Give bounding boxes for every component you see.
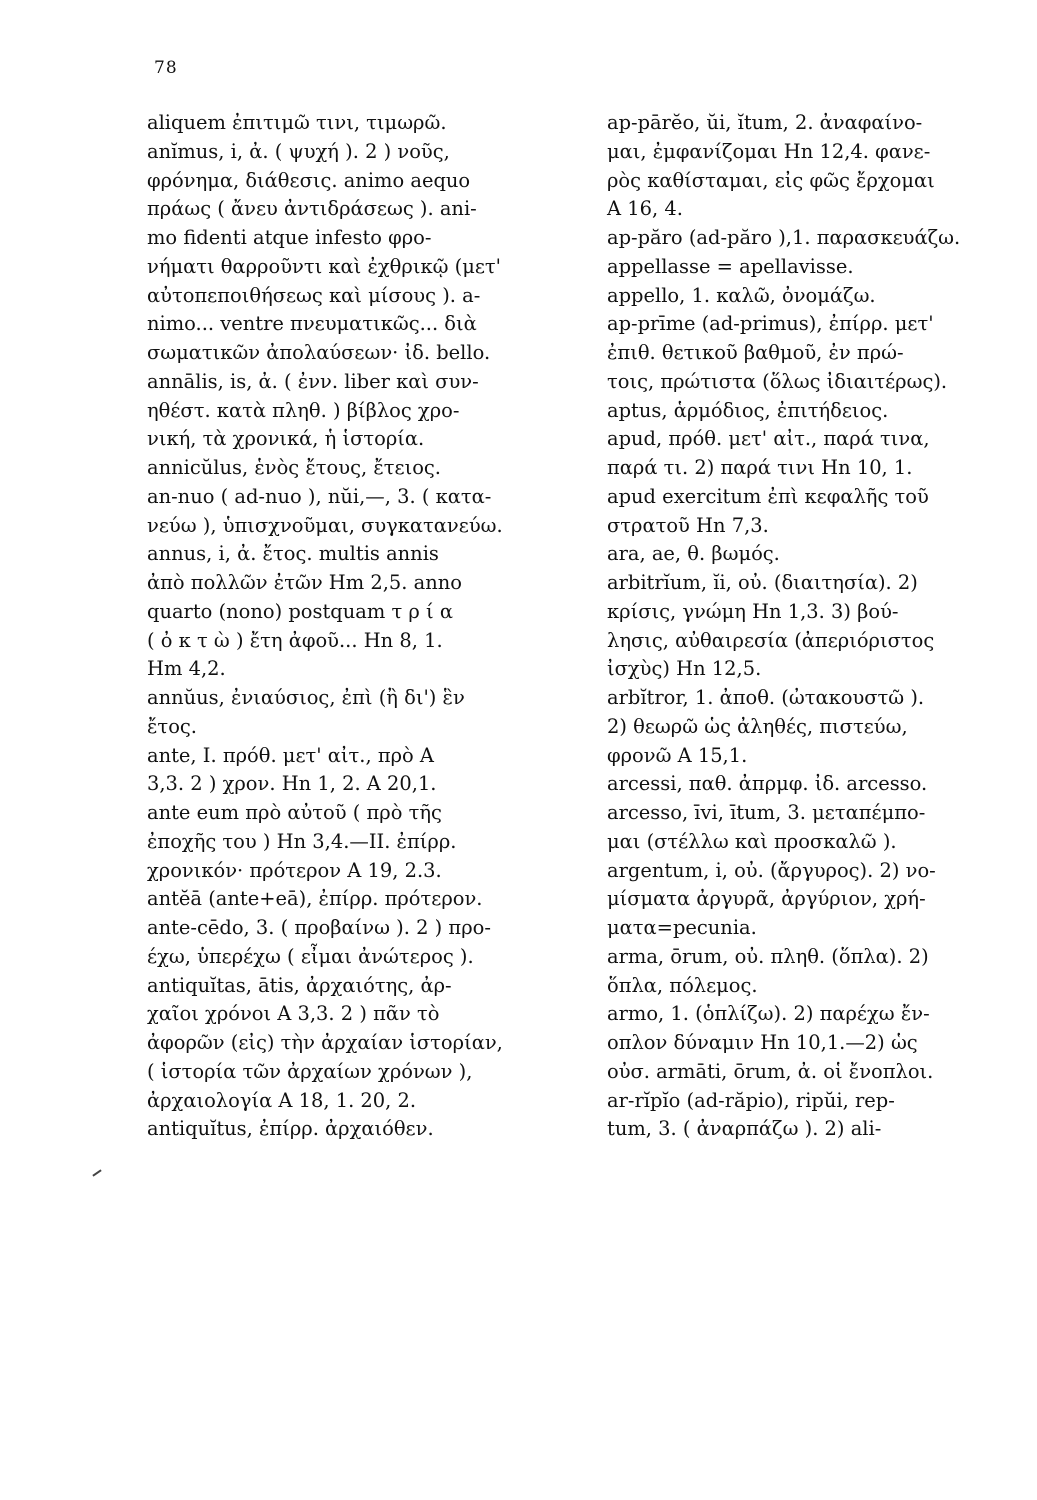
left-column-line: νήματι θαρροῦντι καὶ ἐχθρικῷ (μετ' xyxy=(147,253,502,278)
right-column-line: λησις, αὐθαιρεσία (ἀπεριόριστος xyxy=(607,627,935,652)
right-column-line: apud exercitum ἐπὶ κεφαλῆς τοῦ xyxy=(607,483,929,508)
right-column-line: ρὸς καθίσταμαι, εἰς φῶς ἔρχομαι xyxy=(607,167,935,192)
left-column-line: Hm 4,2. xyxy=(147,656,226,681)
right-column-line: ap-prīme (ad-primus), ἐπίρρ. μετ' xyxy=(607,311,934,336)
right-column-line: οὐσ. armāti, ōrum, ἀ. οἱ ἔνοπλοι. xyxy=(607,1058,934,1083)
page-number: 78 xyxy=(154,58,178,78)
left-column-line: antiquĭtus, ἐπίρρ. ἀρχαιόθεν. xyxy=(147,1116,434,1141)
right-column-line: μαι (στέλλω καὶ προσκαλῶ ). xyxy=(607,828,897,853)
left-column-line: σωματικῶν ἀπολαύσεων· ἰδ. bello. xyxy=(147,340,491,364)
right-column-line: ματα=pecunia. xyxy=(607,915,757,939)
left-column-line: quarto (nono) postquam τ ρ ί α xyxy=(147,598,453,623)
left-column-line: χρονικόν· πρότερον A 19, 2.3. xyxy=(147,857,442,882)
right-column-line: appellasse = apellavisse. xyxy=(607,253,854,278)
left-column-line: ante-cēdo, 3. ( προβαίνω ). 2 ) προ- xyxy=(147,915,491,939)
right-column-line: ap-pārĕo, ŭi, ĭtum, 2. ἀναφαίνο- xyxy=(607,110,923,134)
right-column-line: argentum, i, οὐ. (ἄργυρος). 2) νο- xyxy=(607,857,936,882)
left-column-line: έχω, ὑπερέχω ( εἶμαι ἀνώτερος ). xyxy=(147,943,474,968)
right-column-line: ἐπιθ. θετικοῦ βαθμοῦ, ἐν πρώ- xyxy=(607,340,904,364)
left-column-line: χαῖοι χρόνοι A 3,3. 2 ) πᾶν τὸ xyxy=(147,1001,440,1026)
left-column xyxy=(147,108,577,1143)
left-column-line: annālis, is, ἀ. ( ἐνν. liber καὶ συν- xyxy=(147,368,479,393)
stray-ink-mark xyxy=(92,1169,101,1176)
right-column-line: apud, πρόθ. μετ' αἰτ., παρά τινα, xyxy=(607,426,930,451)
right-column-line: arcesso, īvi, ītum, 3. μεταπέμπο- xyxy=(607,800,926,824)
left-column-line: annicŭlus, ἑνὸς ἔτους, ἔτειος. xyxy=(147,455,441,479)
right-column-line: ἰσχὺς) Hn 12,5. xyxy=(607,656,762,681)
left-column-line: ante, I. πρόθ. μετ' αἰτ., πρὸ A xyxy=(147,742,434,767)
right-column-line: οπλον δύναμιν Hn 10,1.—2) ὡς xyxy=(607,1030,918,1054)
right-column-line: tum, 3. ( ἀναρπάζω ). 2) ali- xyxy=(607,1116,882,1141)
left-column-line: antĕā (ante+eā), ἐπίρρ. πρότερον. xyxy=(147,886,483,911)
left-column-line: νική, τὰ χρονικά, ἡ ἱστορία. xyxy=(147,426,425,451)
right-column xyxy=(607,108,1037,1143)
left-column-line: πράως ( ἄνευ ἀντιδράσεως ). ani- xyxy=(147,196,477,221)
left-column-line: νεύω ), ὑπισχνοῦμαι, συγκατανεύω. xyxy=(147,512,503,537)
left-column-line: ἀρχαιολογία A 18, 1. 20, 2. xyxy=(147,1087,417,1112)
left-column-line: ἐποχῆς του ) Hn 3,4.—II. ἐπίρρ. xyxy=(147,828,457,853)
left-column-line: ἀπὸ πολλῶν ἐτῶν Hm 2,5. anno xyxy=(147,570,463,594)
left-column-line: mo fidenti atque infesto φρο- xyxy=(147,225,432,249)
left-column-line: annŭus, ἐνιαύσιος, ἐπὶ (ἢ δι') ἓν xyxy=(147,685,465,709)
left-column-line: αὐτοπεποιθήσεως καὶ μίσους ). a- xyxy=(147,282,481,307)
right-column-line: arbitrĭum, ĭi, οὐ. (διαιτησία). 2) xyxy=(607,570,918,594)
right-column-line: ὅπλα, πόλεμος. xyxy=(607,972,758,997)
right-column-line: armo, 1. (ὁπλίζω). 2) παρέχω ἔν- xyxy=(607,1001,930,1026)
left-column-line: antiquĭtas, ātis, ἀρχαιότης, ἀρ- xyxy=(147,972,452,997)
right-column-line: στρατοῦ Hn 7,3. xyxy=(607,512,769,537)
right-column-line: ara, ae, θ. βωμός. xyxy=(607,541,780,566)
left-column-line: ante eum πρὸ αὐτοῦ ( πρὸ τῆς xyxy=(147,800,442,824)
left-column-line: 3,3. 2 ) χρον. Hn 1, 2. A 20,1. xyxy=(147,771,437,796)
right-column-line: φρονῶ A 15,1. xyxy=(607,742,748,767)
right-column-line: μαι, ἐμφανίζομαι Hn 12,4. φανε- xyxy=(607,138,931,163)
left-column-line: aliquem ἐπιτιμῶ τινι, τιμωρῶ. xyxy=(147,110,447,134)
right-column-line: κρίσις, γνώμη Hn 1,3. 3) βού- xyxy=(607,598,899,623)
left-column-line: anĭmus, i, ἀ. ( ψυχή ). 2 ) νοῦς, xyxy=(147,138,450,163)
left-column-line: an-nuo ( ad-nuo ), nŭi,—, 3. ( κατα- xyxy=(147,483,492,508)
right-column-line: arcessi, παθ. ἀπρμφ. ἰδ. arcesso. xyxy=(607,771,928,796)
right-column-line: ap-păro (ad-păro ),1. παρασκευάζω. xyxy=(607,225,961,249)
left-column-line: ( ἱστορία τῶν ἀρχαίων χρόνων ), xyxy=(147,1058,473,1083)
right-column-line: παρά τι. 2) παρά τινι Hn 10, 1. xyxy=(607,455,913,479)
left-column-line: annus, i, ἀ. ἔτος. multis annis xyxy=(147,541,439,566)
right-column-line: μίσματα ἀργυρᾶ, ἀργύριον, χρή- xyxy=(607,886,926,911)
left-column-line: ἀφορῶν (εἰς) τὴν ἀρχαίαν ἱστορίαν, xyxy=(147,1030,503,1054)
right-column-line: τοις, πρώτιστα (ὅλως ἰδιαιτέρως). xyxy=(607,368,948,393)
right-column-line: aptus, ἁρμόδιος, ἐπιτήδειος. xyxy=(607,397,889,422)
right-column-line: arma, ōrum, οὐ. πληθ. (ὅπλα). 2) xyxy=(607,943,929,968)
left-column-line: φρόνημα, διάθεσις. animo aequo xyxy=(147,167,471,192)
left-column-line: ηθέστ. κατὰ πληθ. ) βίβλος χρο- xyxy=(147,397,460,422)
right-column-line: arbĭtror, 1. ἀποθ. (ὠτακουστῶ ). xyxy=(607,685,925,709)
right-column-line: ar-rĭpĭo (ad-răpio), ripŭi, rep- xyxy=(607,1087,895,1112)
left-column-line: ( ὀ κ τ ὼ ) ἔτη ἀφοῦ... Hn 8, 1. xyxy=(147,627,443,652)
right-column-line: appello, 1. καλῶ, ὀνομάζω. xyxy=(607,282,876,307)
right-column-line: A 16, 4. xyxy=(607,196,683,221)
left-column-line: ἔτος. xyxy=(147,713,197,738)
right-column-line: 2) θεωρῶ ὡς ἀληθές, πιστεύω, xyxy=(607,713,908,738)
left-column-line: nimo... ventre πνευματικῶς... διὰ xyxy=(147,311,477,336)
